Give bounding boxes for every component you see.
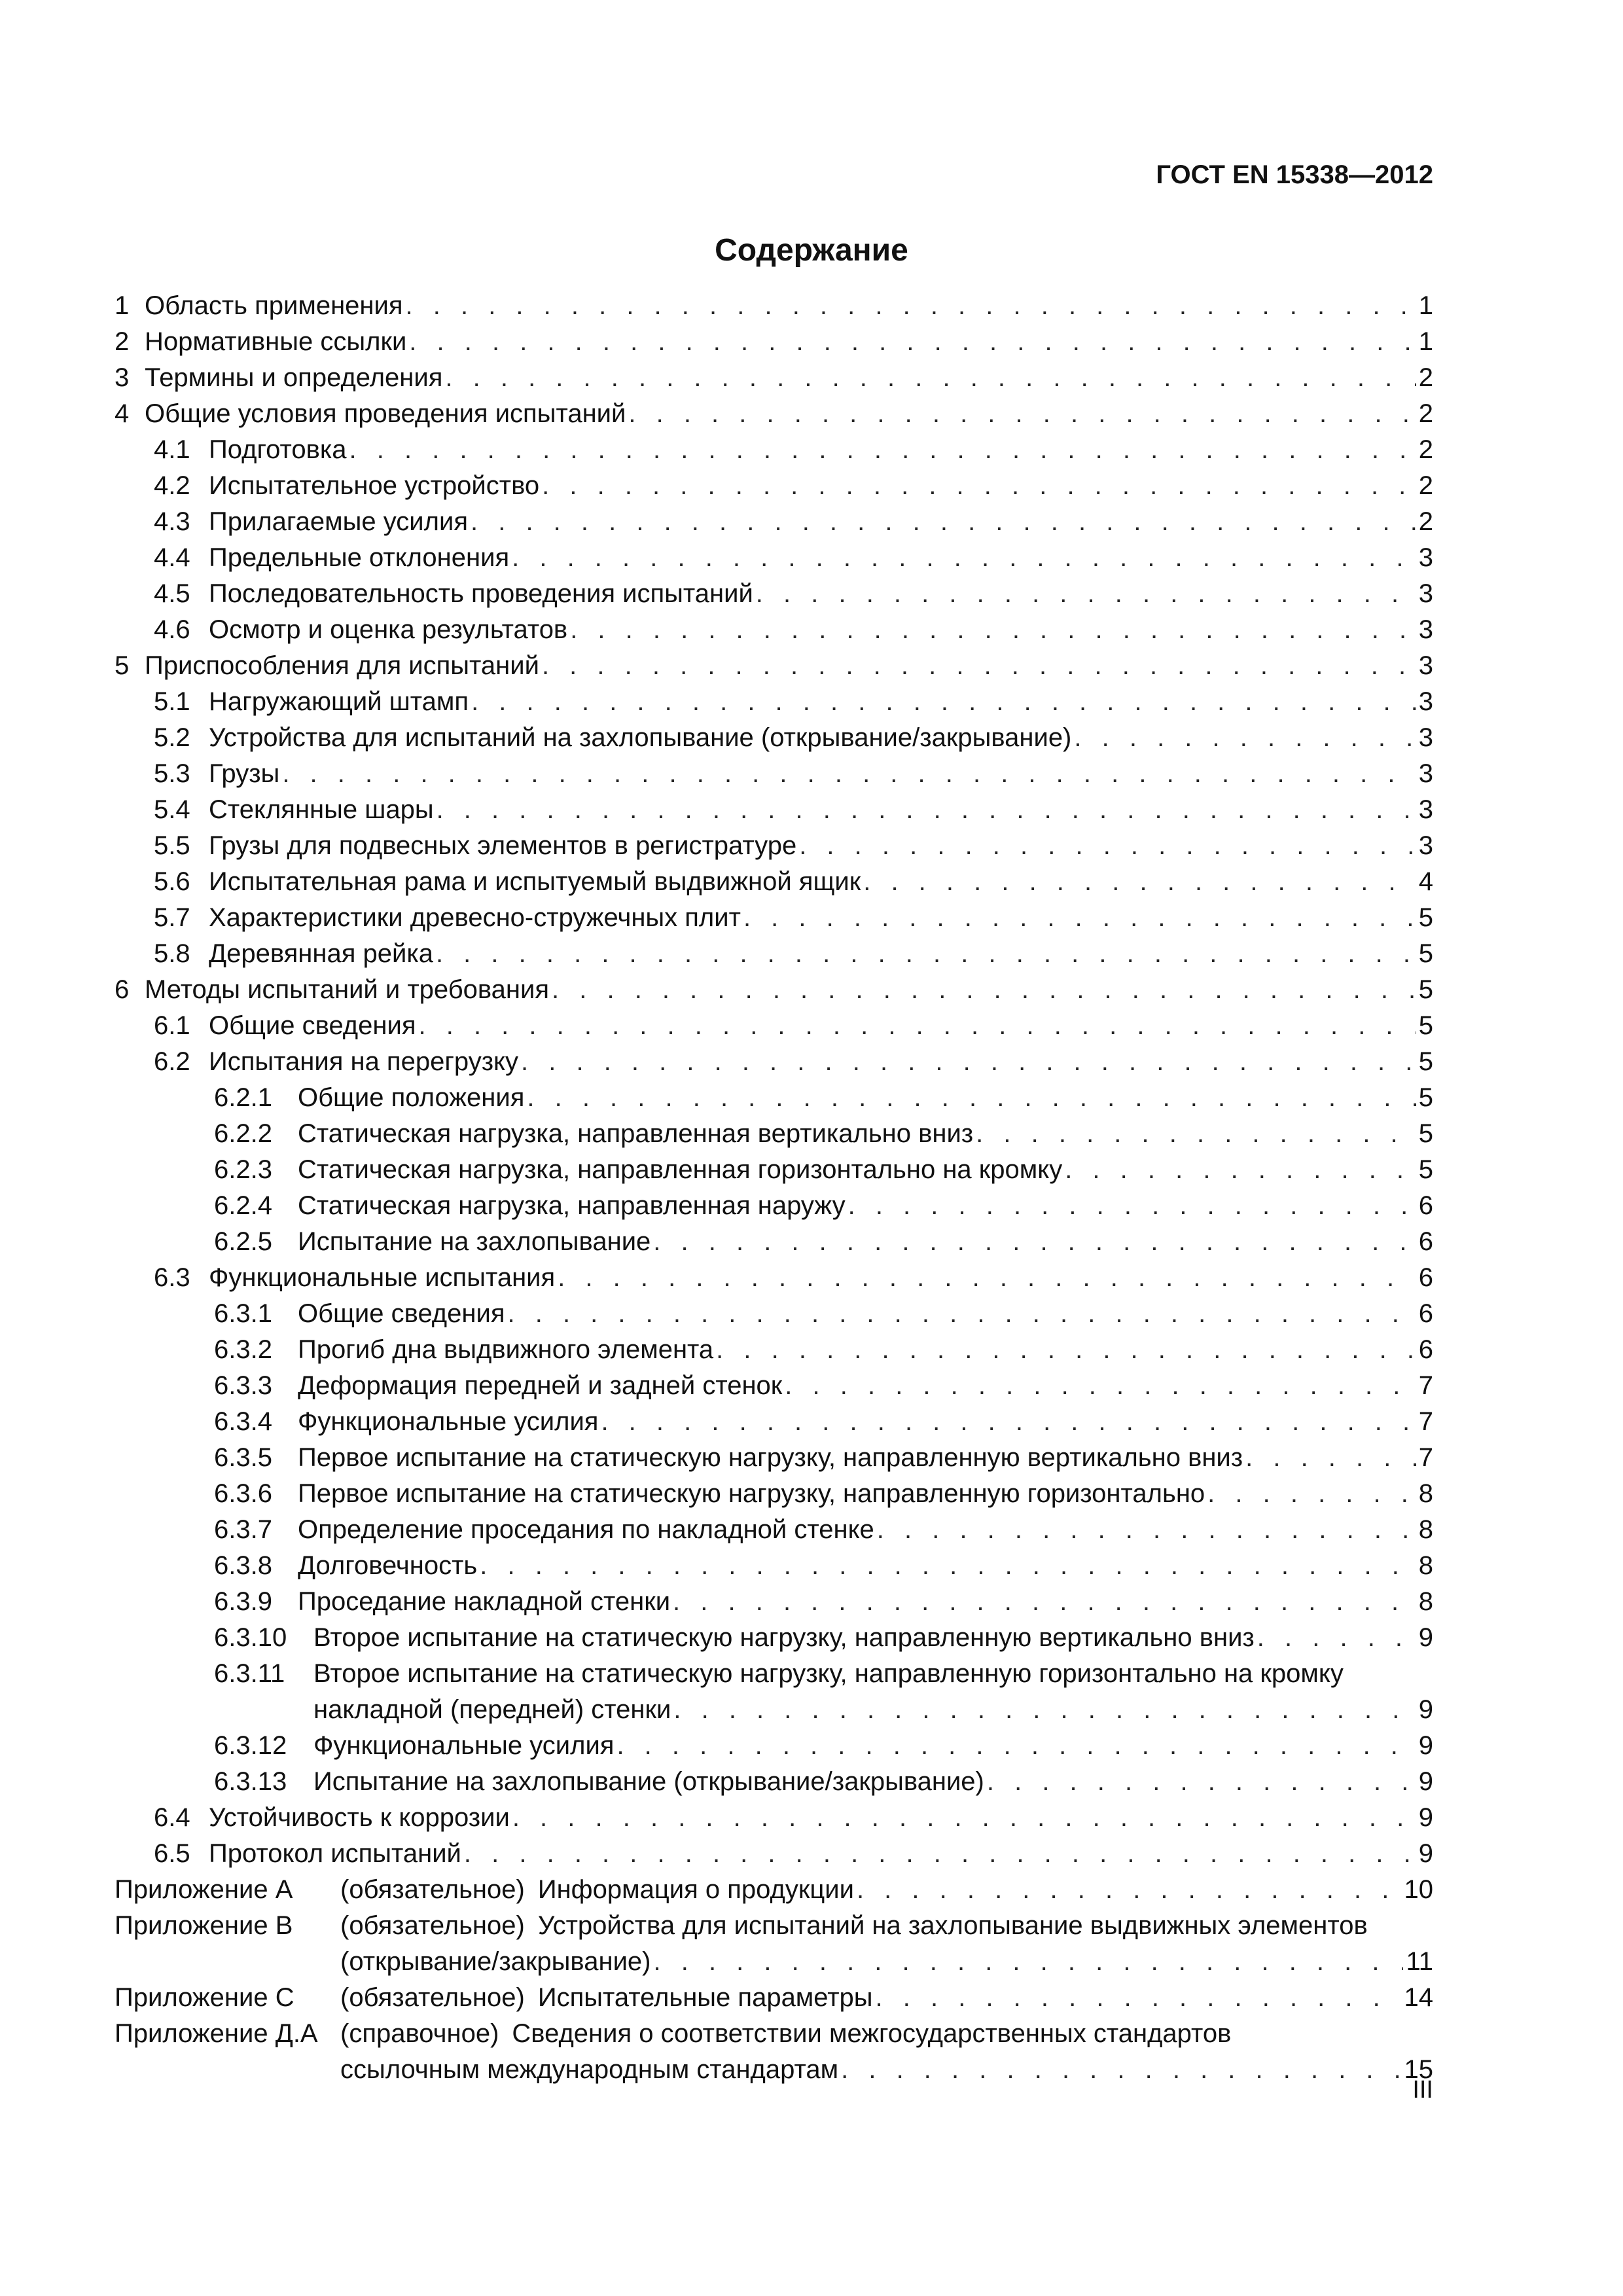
- toc-entry-title: Общие условия проведения испытаний: [145, 399, 626, 428]
- toc-entry-page: 7: [1418, 1371, 1433, 1400]
- toc-entry[interactable]: [115, 648, 1433, 684]
- toc-entry-page: 8: [1418, 1587, 1433, 1616]
- leader-dots: [418, 1008, 1416, 1044]
- leader-dots: [716, 1332, 1416, 1368]
- toc-entry-number: 5.7: [154, 903, 190, 932]
- toc-entry-page: 6: [1418, 1299, 1433, 1328]
- leader-dots: [437, 792, 1416, 828]
- toc-entry-number: 6: [115, 975, 130, 1004]
- toc-entry-number: 6.1: [154, 1011, 190, 1040]
- leader-dots: [601, 1404, 1416, 1440]
- toc-entry-title: Испытательное устройство: [209, 471, 540, 500]
- toc-entry[interactable]: [115, 1440, 1433, 1476]
- leader-dots: [987, 1764, 1416, 1800]
- appendix-label: Приложение С: [115, 1983, 294, 2012]
- appendix-type: (обязательное): [340, 1911, 525, 1940]
- toc-entry-title: Общие сведения: [209, 1011, 416, 1040]
- toc-entry-number: 5.5: [154, 831, 190, 860]
- toc-entry[interactable]: [115, 1404, 1433, 1440]
- leader-dots: [673, 1584, 1416, 1620]
- toc-entry-title: Устройства для испытаний на захлопывание (открывание/закрывание): [209, 723, 1072, 752]
- appendix-entry[interactable]: [115, 2016, 1433, 2088]
- appendix-entry[interactable]: [115, 1908, 1433, 1980]
- toc-entry-page: 2: [1418, 399, 1433, 428]
- toc-entry-number: 5.4: [154, 795, 190, 824]
- toc-entry-page: 3: [1418, 759, 1433, 788]
- leader-dots: [521, 1044, 1416, 1080]
- toc-entry-title: Осмотр и оценка результатов: [209, 615, 568, 644]
- toc-entry-page: 7: [1418, 1443, 1433, 1472]
- toc-entry-page: 6: [1418, 1191, 1433, 1220]
- leader-dots: [480, 1548, 1416, 1584]
- toc-entry-number: 6.3.9: [214, 1587, 272, 1616]
- toc-entry-number: 5.2: [154, 723, 190, 752]
- toc-entry-title: Определение проседания по накладной стенке: [298, 1515, 874, 1544]
- appendix-title: Устройства для испытаний на захлопывание выдвижных элементов: [537, 1911, 1368, 1940]
- leader-dots: [863, 864, 1416, 900]
- toc-entry-page: 5: [1418, 1119, 1433, 1148]
- toc-entry[interactable]: [115, 828, 1433, 864]
- toc-entry-number: 4.6: [154, 615, 190, 644]
- leader-dots: [673, 1692, 1416, 1728]
- toc-entry-number: 6.2.5: [214, 1227, 272, 1256]
- toc-entry-number: 6.3.10: [214, 1623, 287, 1652]
- leader-dots: [282, 756, 1416, 792]
- toc-entry-number: 4.5: [154, 579, 190, 608]
- leader-dots: [628, 396, 1416, 432]
- toc-entry-page: 8: [1418, 1551, 1433, 1580]
- toc-entry-page: 3: [1418, 615, 1433, 644]
- toc-entry[interactable]: [115, 1260, 1433, 1296]
- leader-dots: [976, 1116, 1416, 1152]
- toc-entry-title: Предельные отклонения: [209, 543, 510, 572]
- toc-entry-number: 6.2.4: [214, 1191, 272, 1220]
- leader-dots: [1074, 720, 1416, 756]
- toc-entry-page: 3: [1418, 651, 1433, 680]
- toc-entry[interactable]: [115, 504, 1433, 540]
- toc-entry[interactable]: [115, 864, 1433, 900]
- toc-entry[interactable]: [115, 1368, 1433, 1404]
- toc-entry-number: 2: [115, 327, 130, 356]
- leader-dots: [445, 360, 1416, 396]
- toc-entry-title: Методы испытаний и требования: [145, 975, 550, 1004]
- toc-entry-page: 9: [1418, 1623, 1433, 1652]
- toc-entry-number: 6.3.12: [214, 1731, 287, 1760]
- appendix-page: 10: [1404, 1875, 1433, 1904]
- toc-entry-number: 6.3.4: [214, 1407, 272, 1436]
- toc-entry-number: 4.3: [154, 507, 190, 536]
- toc-entry-number: 3: [115, 363, 130, 392]
- toc-entry-number: 6.3.2: [214, 1335, 272, 1364]
- leader-dots: [436, 936, 1416, 972]
- toc-entry-title: Протокол испытаний: [209, 1839, 461, 1868]
- toc-entry-title: Стеклянные шары: [209, 795, 434, 824]
- appendix-label: Приложение Д.А: [115, 2019, 318, 2048]
- leader-dots: [1245, 1440, 1416, 1476]
- toc-entry[interactable]: [115, 1332, 1433, 1368]
- toc-entry-page: 3: [1418, 579, 1433, 608]
- toc-entry[interactable]: [115, 1836, 1433, 1872]
- toc-entry-title: Общие сведения: [298, 1299, 505, 1328]
- toc-entry-page: 7: [1418, 1407, 1433, 1436]
- toc-entry-page: 1: [1418, 327, 1433, 356]
- toc-entry-title: Подготовка: [209, 435, 347, 464]
- toc-entry[interactable]: [115, 792, 1433, 828]
- toc-entry-page: 5: [1418, 903, 1433, 932]
- appendix-type: (справочное): [340, 2019, 499, 2048]
- leader-dots: [876, 1980, 1402, 2016]
- leader-dots: [785, 1368, 1416, 1404]
- toc-entry[interactable]: [115, 1764, 1433, 1800]
- toc-entry[interactable]: [115, 972, 1433, 1008]
- toc-entry[interactable]: [115, 900, 1433, 936]
- page-header-doc-code: ГОСТ EN 15338—2012: [1156, 160, 1433, 189]
- toc-entry-number: 1: [115, 291, 130, 320]
- toc-entry-title: Функциональные усилия: [298, 1407, 599, 1436]
- toc-entry-page: 9: [1418, 1731, 1433, 1760]
- toc-entry-title: Прогиб дна выдвижного элемента: [298, 1335, 714, 1364]
- leader-dots: [841, 2052, 1401, 2088]
- toc-entry-title: Характеристики древесно-стружечных плит: [209, 903, 741, 932]
- toc-entry-page: 2: [1418, 507, 1433, 536]
- toc-entry-number: 4: [115, 399, 130, 428]
- toc-entry-title: Нагружающий штамп: [209, 687, 469, 716]
- toc-entry-page: 3: [1418, 831, 1433, 860]
- appendix-page: 15: [1404, 2055, 1433, 2084]
- toc-entry[interactable]: [115, 1800, 1433, 1836]
- appendix-entry[interactable]: [115, 1872, 1433, 1908]
- appendix-label: Приложение В: [115, 1911, 293, 1940]
- toc-entry-title: Функциональные испытания: [209, 1263, 556, 1292]
- toc-entry-number: 5.3: [154, 759, 190, 788]
- leader-dots: [527, 1080, 1416, 1116]
- toc-entry-number: 6.3.11: [214, 1659, 285, 1688]
- toc-entry-title: Первое испытание на статическую нагрузку, направленную вертикально вниз: [298, 1443, 1243, 1472]
- toc-entry[interactable]: [115, 612, 1433, 648]
- toc-entry-title: Общие положения: [298, 1083, 525, 1112]
- leader-dots: [552, 972, 1416, 1008]
- toc-entry-number: 4.2: [154, 471, 190, 500]
- leader-dots: [756, 576, 1416, 612]
- toc-entry[interactable]: [115, 1296, 1433, 1332]
- toc-entry-number: 5.8: [154, 939, 190, 968]
- toc-entry-number: 5.1: [154, 687, 190, 716]
- toc-entry-page: 6: [1418, 1335, 1433, 1364]
- toc-entry-number: 6.2.1: [214, 1083, 272, 1112]
- toc-entry-number: 4.1: [154, 435, 190, 464]
- appendix-type: (обязательное): [340, 1983, 525, 2012]
- toc-entry-page: 3: [1418, 795, 1433, 824]
- toc-entry-number: 6.2.3: [214, 1155, 272, 1184]
- leader-dots: [507, 1296, 1416, 1332]
- appendix-title-cont: ссылочным международным стандартам: [340, 2055, 839, 2084]
- toc-entry-page: 8: [1418, 1479, 1433, 1508]
- toc-entry-title-cont: накладной (передней) стенки: [313, 1695, 671, 1724]
- toc-entry-number: 6.3.7: [214, 1515, 272, 1544]
- toc-entry[interactable]: [115, 1548, 1433, 1584]
- toc-entry-number: 6.3.6: [214, 1479, 272, 1508]
- toc-entry[interactable]: [115, 1656, 1433, 1728]
- toc-entry[interactable]: [115, 720, 1433, 756]
- toc-entry-title: Приспособления для испытаний: [145, 651, 539, 680]
- leader-dots: [857, 1872, 1402, 1908]
- toc-entry-title: Деревянная рейка: [209, 939, 433, 968]
- appendix-page: 11: [1406, 1947, 1433, 1976]
- toc-entry[interactable]: [115, 1620, 1433, 1656]
- toc-entry-number: 6.4: [154, 1803, 190, 1832]
- toc-entry-page: 3: [1418, 687, 1433, 716]
- toc-entry-title: Испытания на перегрузку: [209, 1047, 519, 1076]
- toc-entry-number: 6.3.13: [214, 1767, 287, 1796]
- appendix-type: (обязательное): [340, 1875, 525, 1904]
- toc-entry[interactable]: [115, 756, 1433, 792]
- toc-entry[interactable]: [115, 540, 1433, 576]
- toc-entry-number: 6.2: [154, 1047, 190, 1076]
- appendix-label: Приложение А: [115, 1875, 293, 1904]
- leader-dots: [512, 540, 1416, 576]
- toc-entry[interactable]: [115, 396, 1433, 432]
- toc-entry-page: 5: [1418, 1083, 1433, 1112]
- toc-entry-title: Последовательность проведения испытаний: [209, 579, 753, 608]
- toc-entry-page: 3: [1418, 543, 1433, 572]
- toc-entry-page: 5: [1418, 1011, 1433, 1040]
- page-number-roman: III: [1412, 2076, 1433, 2104]
- toc-entry[interactable]: [115, 936, 1433, 972]
- toc-entry-title: Прилагаемые усилия: [209, 507, 468, 536]
- toc-entry[interactable]: [115, 1728, 1433, 1764]
- leader-dots: [409, 324, 1416, 360]
- toc-entry-title: Термины и определения: [145, 363, 443, 392]
- toc-entry-page: 9: [1418, 1695, 1433, 1724]
- toc-entry[interactable]: [115, 1512, 1433, 1548]
- toc-entry-title: Область применения: [145, 291, 403, 320]
- appendix-page: 14: [1404, 1983, 1433, 2012]
- toc-entry-title: Грузы для подвесных элементов в регистратуре: [209, 831, 797, 860]
- toc-entry[interactable]: [115, 1224, 1433, 1260]
- toc-entry-page: 9: [1418, 1839, 1433, 1868]
- toc-entry[interactable]: [115, 1188, 1433, 1224]
- toc-entry-page: 5: [1418, 975, 1433, 1004]
- toc-entry-page: 9: [1418, 1803, 1433, 1832]
- toc-entry-title: Функциональные усилия: [313, 1731, 615, 1760]
- toc-entry-page: 8: [1418, 1515, 1433, 1544]
- appendix-title-cont: (открывание/закрывание): [340, 1947, 651, 1976]
- appendix-entry[interactable]: [115, 1980, 1433, 2016]
- toc-entry-number: 4.4: [154, 543, 190, 572]
- appendix-title: Испытательные параметры: [537, 1983, 873, 2012]
- toc-entry-number: 6.5: [154, 1839, 190, 1868]
- leader-dots: [1207, 1476, 1416, 1512]
- toc-entry-number: 6.3.3: [214, 1371, 272, 1400]
- toc-entry-page: 5: [1418, 939, 1433, 968]
- toc-entry-title: Испытание на захлопывание (открывание/закрывание): [313, 1767, 984, 1796]
- leader-dots: [542, 468, 1416, 504]
- toc-entry-page: 2: [1418, 363, 1433, 392]
- toc-entry[interactable]: [115, 432, 1433, 468]
- toc-entry-page: 3: [1418, 723, 1433, 752]
- leader-dots: [464, 1836, 1416, 1872]
- toc-entry-number: 5.6: [154, 867, 190, 896]
- leader-dots: [570, 612, 1416, 648]
- toc-entry[interactable]: [115, 324, 1433, 360]
- toc-entry-number: 6.3.8: [214, 1551, 272, 1580]
- toc-entry[interactable]: [115, 684, 1433, 720]
- leader-dots: [799, 828, 1416, 864]
- leader-dots: [471, 684, 1416, 720]
- leader-dots: [616, 1728, 1416, 1764]
- leader-dots: [848, 1188, 1416, 1224]
- toc-entry-title: Нормативные ссылки: [145, 327, 407, 356]
- toc-entry[interactable]: [115, 360, 1433, 396]
- toc-entry-title: Испытание на захлопывание: [298, 1227, 651, 1256]
- leader-dots: [1257, 1620, 1416, 1656]
- appendix-title: Сведения о соответствии межгосударственных стандартов: [512, 2019, 1232, 2048]
- leader-dots: [743, 900, 1416, 936]
- toc-entry[interactable]: [115, 1008, 1433, 1044]
- toc-entry-number: 6.3.1: [214, 1299, 272, 1328]
- toc-entry-page: 9: [1418, 1767, 1433, 1796]
- leader-dots: [542, 648, 1416, 684]
- toc-entry-title: Устойчивость к коррозии: [209, 1803, 510, 1832]
- toc-entry-page: 2: [1418, 471, 1433, 500]
- toc-entry-page: 6: [1418, 1263, 1433, 1292]
- leader-dots: [512, 1800, 1416, 1836]
- toc-entry-title: Второе испытание на статическую нагрузку, направленную горизонтально на кромку: [313, 1659, 1344, 1688]
- toc-entry-page: 1: [1418, 291, 1433, 320]
- toc-entry-title: Статическая нагрузка, направленная вертикально вниз: [298, 1119, 974, 1148]
- leader-dots: [653, 1224, 1416, 1260]
- toc-entry-title: Статическая нагрузка, направленная горизонтально на кромку: [298, 1155, 1063, 1184]
- toc-entry-title: Проседание накладной стенки: [298, 1587, 671, 1616]
- leader-dots: [471, 504, 1416, 540]
- toc-entry-page: 5: [1418, 1047, 1433, 1076]
- toc-entry[interactable]: [115, 1476, 1433, 1512]
- toc-entry-number: 5: [115, 651, 130, 680]
- toc-entry-page: 4: [1418, 867, 1433, 896]
- leader-dots: [349, 432, 1416, 468]
- leader-dots: [877, 1512, 1416, 1548]
- toc-entry-title: Первое испытание на статическую нагрузку, направленную горизонтально: [298, 1479, 1205, 1508]
- toc-entry-title: Второе испытание на статическую нагрузку, направленную вертикально вниз: [313, 1623, 1255, 1652]
- toc-entry[interactable]: [115, 1152, 1433, 1188]
- toc-entry-page: 2: [1418, 435, 1433, 464]
- toc-entry[interactable]: [115, 1080, 1433, 1116]
- table-of-contents: [115, 288, 1433, 2088]
- toc-entry[interactable]: [115, 468, 1433, 504]
- page-title: Содержание: [715, 233, 908, 268]
- toc-entry-page: 6: [1418, 1227, 1433, 1256]
- toc-entry[interactable]: [115, 1584, 1433, 1620]
- toc-entry-page: 5: [1418, 1155, 1433, 1184]
- toc-entry-title: Статическая нагрузка, направленная наружу: [298, 1191, 846, 1220]
- toc-entry-title: Долговечность: [298, 1551, 478, 1580]
- leader-dots: [653, 1944, 1403, 1980]
- toc-entry-title: Испытательная рама и испытуемый выдвижной ящик: [209, 867, 861, 896]
- appendix-title: Информация о продукции: [537, 1875, 854, 1904]
- toc-entry[interactable]: [115, 288, 1433, 324]
- toc-entry[interactable]: [115, 1044, 1433, 1080]
- leader-dots: [406, 288, 1416, 324]
- toc-entry-title: Деформация передней и задней стенок: [298, 1371, 783, 1400]
- toc-entry[interactable]: [115, 1116, 1433, 1152]
- toc-entry-number: 6.3: [154, 1263, 190, 1292]
- toc-entry-title: Грузы: [209, 759, 280, 788]
- toc-entry[interactable]: [115, 576, 1433, 612]
- leader-dots: [558, 1260, 1416, 1296]
- leader-dots: [1065, 1152, 1416, 1188]
- toc-entry-number: 6.3.5: [214, 1443, 272, 1472]
- toc-entry-number: 6.2.2: [214, 1119, 272, 1148]
